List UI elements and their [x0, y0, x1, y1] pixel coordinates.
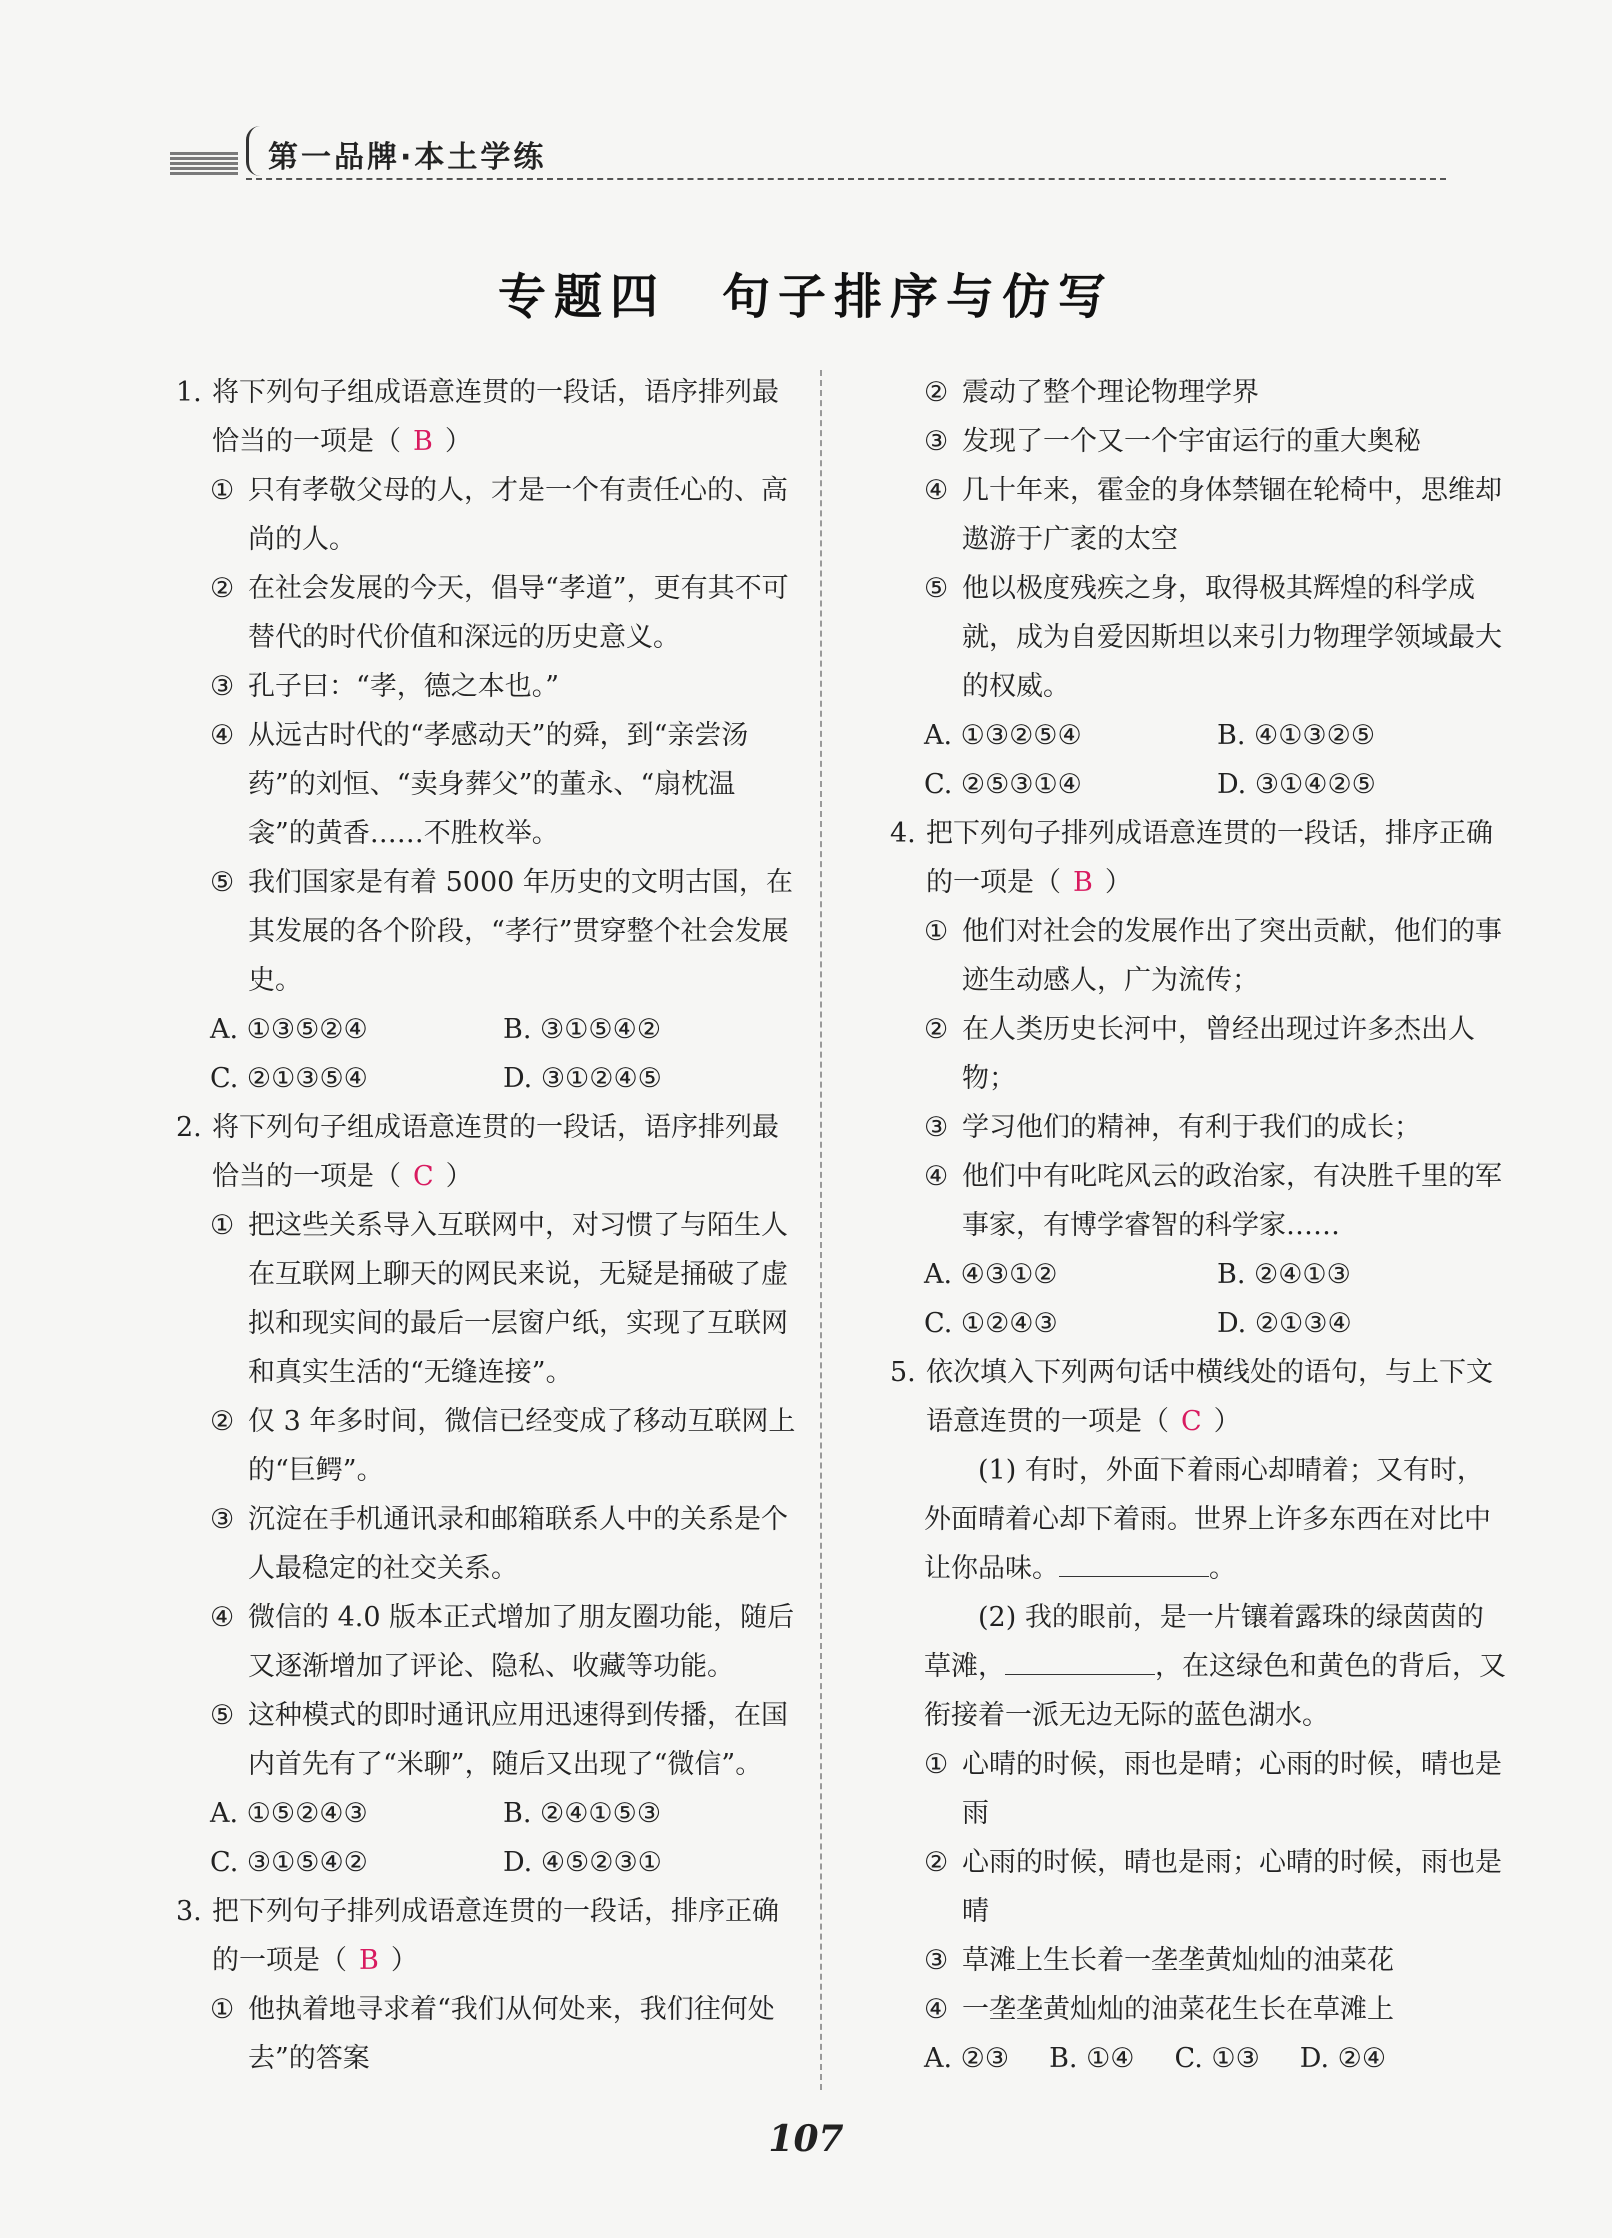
list-item: ① 把这些关系导入互联网中，对习惯了与陌生人在互联网上聊天的网民来说，无疑是捅破了虚拟和现实间的最后一层窗户纸，实现了互联网和真实生活的“无缝连接”。: [210, 1210, 788, 1388]
page-number: 107: [768, 2118, 844, 2160]
header-decoration: [170, 152, 238, 176]
header-brand: 第一品牌·本土学练: [268, 140, 547, 175]
option-c: C. ②⑤③①④: [924, 769, 1082, 800]
question-stem: 将下列句子组成语意连贯的一段话，语序排列最恰当的一项是（ C ）: [212, 1112, 779, 1192]
list-item: ② 在人类历史长河中，曾经出现过许多杰出人物；: [924, 1014, 1475, 1094]
option-b: B. ②④①③: [1217, 1259, 1351, 1290]
list-item: ⑤ 他以极度残疾之身，取得极其辉煌的科学成就，成为自爱因斯坦以来引力物理学领域最大的权威。: [924, 573, 1502, 702]
list-item: ① 他执着地寻求着“我们从何处来，我们往何处去”的答案: [210, 1994, 775, 2074]
header-dotted-rule: [246, 178, 1446, 180]
list-item: ② 仅 3 年多时间，微信已经变成了移动互联网上的“巨鳄”。: [210, 1406, 796, 1486]
option-a: A. ①⑤②④③: [210, 1798, 368, 1829]
option-b: B. ④①③②⑤: [1217, 720, 1376, 751]
question-stem: 将下列句子组成语意连贯的一段话，语序排列最恰当的一项是（ B ）: [212, 377, 779, 457]
answer-options: [890, 1250, 1510, 1348]
option-d: D. ②④: [1299, 2043, 1387, 2074]
list-item: ③ 发现了一个又一个宇宙运行的重大奥秘: [924, 426, 1421, 457]
list-item: ④ 微信的 4.0 版本正式增加了朋友圈功能，随后又逐渐增加了评论、隐私、收藏等功能。: [210, 1602, 795, 1682]
question-number: 5.: [890, 1357, 916, 1388]
list-item: ① 他们对社会的发展作出了突出贡献，他们的事迹生动感人，广为流传；: [924, 916, 1502, 996]
question-stem: 依次填入下列两句话中横线处的语句，与上下文语意连贯的一项是（ C ）: [926, 1357, 1493, 1437]
option-a: A. ④③①②: [924, 1259, 1058, 1290]
question-3: [176, 1887, 796, 2083]
option-b: B. ③①⑤④②: [503, 1014, 662, 1045]
passage-1: (1) 有时，外面下着雨心却晴着；又有时，外面晴着心却下着雨。世界上许多东西在对比中让你品味。 。: [924, 1455, 1491, 1584]
answer-mark: B: [1073, 867, 1093, 898]
page-header: [170, 126, 1460, 186]
answer-options: [176, 1005, 796, 1103]
option-a: A. ①③⑤②④: [210, 1014, 368, 1045]
option-b: B. ①④: [1049, 2043, 1135, 2074]
option-c: C. ①②④③: [924, 1308, 1058, 1339]
question-5: [890, 1348, 1510, 2083]
question-number: 1.: [176, 377, 202, 408]
list-item: ④ 几十年来，霍金的身体禁锢在轮椅中，思维却遨游于广袤的太空: [924, 475, 1502, 555]
list-item: ④ 从远古时代的“孝感动天”的舜，到“亲尝汤药”的刘恒、“卖身葬父”的董永、“扇枕温衾”的黄香……不胜枚举。: [210, 720, 749, 849]
option-d: D. ②①③④: [1217, 1308, 1352, 1339]
header-bracket: [246, 126, 267, 176]
option-d: D. ④⑤②③①: [503, 1847, 662, 1878]
list-item: ① 心晴的时候，雨也是晴；心雨的时候，晴也是雨: [924, 1749, 1502, 1829]
question-number: 4.: [890, 818, 916, 849]
question-stem: 把下列句子排列成语意连贯的一段话，排序正确的一项是（ B ）: [926, 818, 1493, 898]
column-divider: [820, 370, 822, 2090]
answer-options: [890, 711, 1510, 809]
answer-mark: B: [413, 426, 433, 457]
answer-mark: C: [413, 1161, 434, 1192]
list-item: ③ 孔子曰：“孝，德之本也。”: [210, 671, 560, 702]
fill-blank: [1005, 1650, 1155, 1675]
list-item: ⑤ 我们国家是有着 5000 年历史的文明古国，在其发展的各个阶段，“孝行”贯穿整个社会发展史。: [210, 867, 793, 996]
list-item: ② 心雨的时候，晴也是雨；心晴的时候，雨也是晴: [924, 1847, 1502, 1927]
list-item: ② 在社会发展的今天，倡导“孝道”，更有其不可替代的时代价值和深远的历史意义。: [210, 573, 789, 653]
answer-options: [890, 2034, 1510, 2083]
question-1: [176, 368, 796, 1103]
question-2: [176, 1103, 796, 1887]
passage-2: (2) 我的眼前，是一片镶着露珠的绿茵茵的草滩， ，在这绿色和黄色的背后，又衔接着一派无边无际的蓝色湖水。: [924, 1602, 1506, 1731]
option-c: C. ①③: [1174, 2043, 1260, 2074]
option-c: C. ②①③⑤④: [210, 1063, 368, 1094]
answer-options: [176, 1789, 796, 1887]
option-d: D. ③①②④⑤: [503, 1063, 662, 1094]
question-number: 3.: [176, 1896, 202, 1927]
question-stem: 把下列句子排列成语意连贯的一段话，排序正确的一项是（ B ）: [212, 1896, 779, 1976]
option-a: A. ②③: [924, 2043, 1010, 2074]
option-a: A. ①③②⑤④: [924, 720, 1082, 751]
option-c: C. ③①⑤④②: [210, 1847, 368, 1878]
answer-mark: C: [1181, 1406, 1202, 1437]
fill-blank: [1059, 1552, 1209, 1577]
list-item: ④ 他们中有叱咤风云的政治家，有决胜千里的军事家，有博学睿智的科学家……: [924, 1161, 1502, 1241]
list-item: ② 震动了整个理论物理学界: [924, 377, 1259, 408]
list-item: ③ 学习他们的精神，有利于我们的成长；: [924, 1112, 1421, 1143]
question-4: [890, 809, 1510, 1348]
list-item: ③ 沉淀在手机通讯录和邮箱联系人中的关系是个人最稳定的社交关系。: [210, 1504, 788, 1584]
option-b: B. ②④①⑤③: [503, 1798, 662, 1829]
answer-mark: B: [359, 1945, 379, 1976]
left-column: [176, 368, 796, 2083]
question-number: 2.: [176, 1112, 202, 1143]
option-d: D. ③①④②⑤: [1217, 769, 1376, 800]
list-item: ① 只有孝敬父母的人，才是一个有责任心的、高尚的人。: [210, 475, 788, 555]
page-title: 专题四 句子排序与仿写: [497, 269, 1114, 325]
right-column: [890, 368, 1510, 2083]
list-item: ③ 草滩上生长着一垄垄黄灿灿的油菜花: [924, 1945, 1394, 1976]
list-item: ⑤ 这种模式的即时通讯应用迅速得到传播，在国内首先有了“米聊”，随后又出现了“微信”。: [210, 1700, 788, 1780]
list-item: ④ 一垄垄黄灿灿的油菜花生长在草滩上: [924, 1994, 1394, 2025]
